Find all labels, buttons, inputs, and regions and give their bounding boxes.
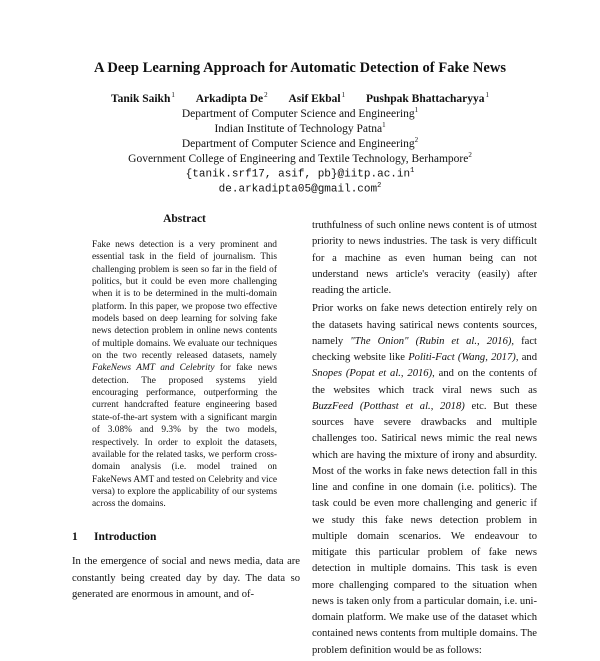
paper-title: A Deep Learning Approach for Automatic Detection of Fake News [93, 60, 507, 76]
author-list [0, 91, 600, 105]
author: Asif Ekbal$^1$ [288, 91, 346, 105]
email-line: de.arkadipta05@gmail.com$^2$ [218, 182, 382, 196]
abstract-heading: Abstract [163, 213, 206, 225]
affiliation-line: Government College of Engineering and Textile Technology, Berhampore$^2$ [128, 151, 472, 165]
abstract-body: Fake news detection is a very prominent and essential task in the field of journalism. This challenging problem is seen so far in the field of politics, but it could be even more challenging when it is to be determined in the multi-domain platform. In this paper, we propose two effective models based on deep learning for solving fake news detection problem in online news contents of multiple domains. We evaluate our techniques on the two recently released datasets, namely FakeNews AMT and Celebrity for fake news detection. The proposed systems yield encouraging performance, outperforming the current handcrafted feature engineering based state-of-the-art system with a significant margin of 3.08% and 9.3% by the two models, respectively. In order to exploit the datasets, available for the related tasks, we perform cross-domain analysis (i.e. model trained on FakeNews AMT and tested on Celebrity and vice versa) to explore the applicability of our systems across the domains. [92, 240, 277, 510]
author: Tanik Saikh$^1$ [110, 91, 175, 105]
affiliation-line: Department of Computer Science and Engineering$^2$ [181, 136, 419, 150]
paragraph: Prior works on fake news detection entirely rely on the datasets having satirical news contents sources, namely "The Onion" (Rubin et al., 2016), fact checking website like Politi-Fact (Wang, 2017), and Snopes (Popat et al., 2016), and on the contents of the websites which track viral news such as BuzzFeed (Potthast et al., 2018) etc. But these sources have severe drawbacks and multiple challenges too. Satirical news mimic the real news which are having the mixture of irony and absurdity. Most of the works in fake news detection fall in this line and confine in one domain (i.e. politics). The task could be even more challenging and generic if we study this fake news detection problem in multiple domain scenarios. We endeavour to mitigate this particular problem of fake news detection in multiple domains. This task is even more challenging compared to the situation when news is taken only from a particular domain, i.e. uni-domain platform. We make use of the dataset which contained news contents from multiple domains. The problem definition would be as follows: [312, 303, 537, 656]
introduction-body: In the emergence of social and news media, data are constantly being created day by day. The data so generated are enormous in amount, and of- [72, 556, 300, 600]
author: Pushpak Bhattacharyya$^1$ [365, 91, 490, 105]
affiliation-line: Indian Institute of Technology Patna$^1$ [214, 121, 386, 135]
affiliation-line: Department of Computer Science and Engineering$^1$ [181, 106, 419, 120]
paragraph: truthfulness of such online news content is of utmost priority to news industries. The task is very difficult for a machine as even human being can not understand news article's veracity (easily) after reading the article. [312, 220, 537, 296]
email-line: {tanik.srf17, asif, $pb\}@iitp.ac.in^1$ [185, 167, 415, 181]
section-heading-introduction: 1 Introduction [72, 531, 157, 543]
right-column-body [312, 218, 537, 661]
author: Arkadipta De$^2$ [195, 91, 268, 105]
